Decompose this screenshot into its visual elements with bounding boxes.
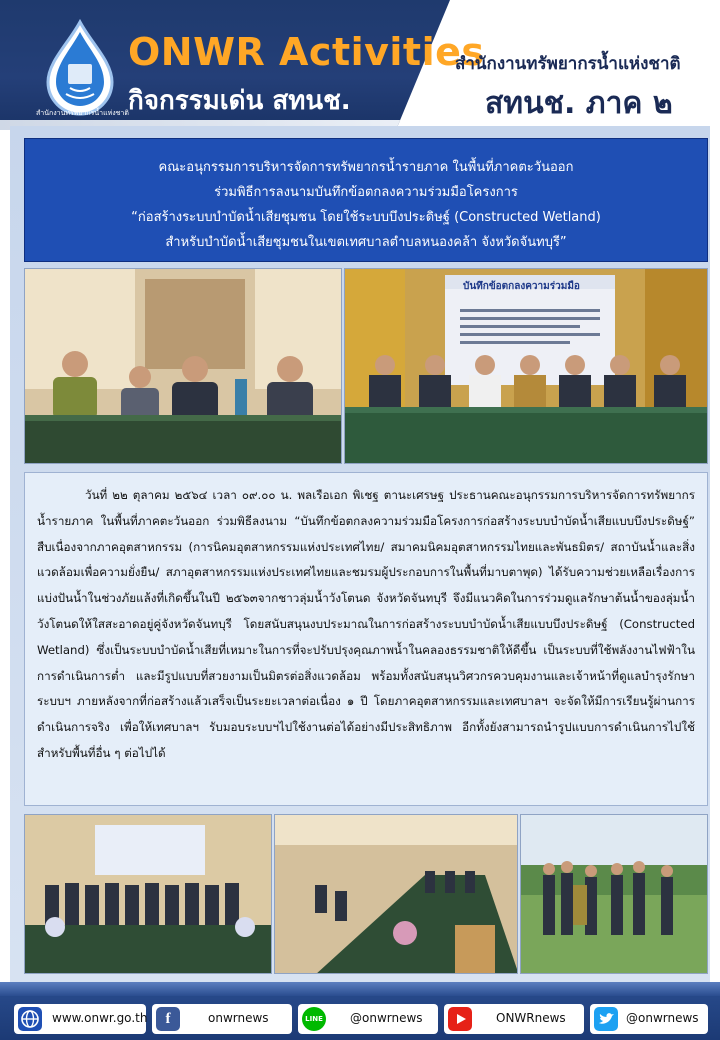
- article-paragraph: วันที่ ๒๒ ตุลาคม ๒๕๖๔ เวลา ๐๙.๐๐ น. พลเรือเอก พิเชฐ ตานะเศรษฐ ประธานคณะอนุกรรมการบริหารจัดการทรัพยากรน้ำรายภาค ในพื้นที่ภาคตะวันออก ร่วมพิธีลงนาม “บันทึกข้อตกลงความร่วมมือโครงการก่อสร้างระบบบำบัดน้ำเสียแบบบึงประดิษฐ์” สืบเนื่องจากภาคอุตสาหกรรม (การนิคมอุตสาหกรรมแห่งประเทศไทย/ สมาคมนิคมอุตสาหกรรมไทยและพันธมิตร/ สถาบันน้ำและสิ่งแวดล้อมเพื่อความยั่งยืน/ สภาอุตสาหกรรมแห่งประเทศไทยและชมรมผู้ประกอบการในพื้นที่มาบตาพุด) ได้รับความช่วยเหลือเรื่องการแบ่งปันน้ำในช่วงภัยแล้งที่เกิดขึ้นในปี ๒๕๖๓จากชาวลุ่มน้ำวังโตนด จังหวัดจันทบุรี จึงมีแนวคิดในการร่วมดูแลรักษาต้นน้ำของลุ่มน้ำวังโตนดให้ใสสะอาดอยู่คู่จังหวัดจันทบุรี โดยสนับสนุนงบประมาณในการก่อสร้างระบบบำบัดน้ำเสียแบบบึงประดิษฐ์ (Constructed Wetland) ซึ่งเป็นระบบบำบัดน้ำเสียที่เหมาะในการที่จะปรับปรุงคุณภาพน้ำในคลองธรรมชาติให้ดีขึ้น เป็นระบบที่ใช้พลังงานไฟฟ้าในการดำเนินการต่ำ และมีรูปแบบที่สวยงามเป็นมิตรต่อสิ่งแวดล้อม พร้อมทั้งสนับสนุนวิศวกรควบคุมงานและเจ้าหน้าที่ดูแลบำรุงรักษาระบบฯ ภายหลังจากที่ก่อสร้างแล้วเสร็จเป็นระยะเวลาต่อเนื่อง ๑ ปี โดยภาคอุตสาหกรรมและเทศบาลฯ จะจัดให้มีการเรียนรู้ผ่านการดำเนินการจริง เพื่อให้เทศบาลฯ รับมอบระบบฯไปใช้งานต่อได้อย่างมีประสิทธิภาพ อีกทั้งยังสามารถนำรูปแบบการดำเนินการไปใช้สำหรับพื้นที่อื่น ๆ ต่อไปได้: [37, 488, 695, 760]
- facebook-icon: f: [156, 1007, 180, 1031]
- org-name: สำนักงานทรัพยากรน้ำแห่งชาติ: [455, 54, 681, 74]
- youtube-icon: [448, 1007, 472, 1031]
- line-icon: LINE: [302, 1007, 326, 1031]
- signing-photo-image: [345, 269, 708, 464]
- line-link[interactable]: [298, 1004, 438, 1034]
- line-handle: @onwrnews: [350, 1011, 423, 1025]
- content-area: [10, 126, 710, 982]
- youtube-handle: ONWRnews: [496, 1011, 566, 1025]
- photo-group-bottom-left: [24, 814, 272, 974]
- headline-line-1: คณะอนุกรรมการบริหารจัดการทรัพยากรน้ำรายภาค ในพื้นที่ภาคตะวันออก: [158, 160, 574, 175]
- footer: [0, 982, 720, 1040]
- logo-caption: สำนักงานทรัพยากรน้ำแห่งชาติ: [36, 109, 129, 117]
- headline-line-4: สำหรับบำบัดน้ำเสียชุมชนในเขตเทศบาลตำบลหนองคล้า จังหวัดจันทบุรี”: [165, 235, 567, 250]
- onwr-logo: [40, 18, 120, 118]
- twitter-handle: @onwrnews: [626, 1011, 699, 1025]
- meeting-photo-image: [25, 269, 342, 464]
- page-subtitle: กิจกรรมเด่น สทนช.: [128, 86, 351, 116]
- banner-text: บันทึกข้อตกลงความร่วมมือ: [463, 281, 580, 292]
- photo-meeting-bottom-center: [274, 814, 518, 974]
- globe-icon: [18, 1007, 42, 1031]
- facebook-link[interactable]: [152, 1004, 292, 1034]
- headline-line-3: “ก่อสร้างระบบบำบัดน้ำเสียชุมชน โดยใช้ระบบบึงประดิษฐ์ (Constructed Wetland): [131, 210, 601, 225]
- site-visit-photo-image: [521, 815, 708, 974]
- photo-signing-ceremony: [344, 268, 708, 464]
- meeting-room-photo-image: [275, 815, 518, 974]
- page-title: ONWR Activities: [128, 30, 485, 74]
- headline-line-2: ร่วมพิธีการลงนามบันทึกข้อตกลงความร่วมมือโครงการ: [214, 185, 518, 200]
- website-link[interactable]: [14, 1004, 146, 1034]
- twitter-bird-icon: [594, 1007, 618, 1031]
- facebook-handle: onwrnews: [208, 1011, 269, 1025]
- headline-box: [24, 138, 708, 262]
- website-url: www.onwr.go.th: [52, 1011, 148, 1025]
- twitter-link[interactable]: [590, 1004, 708, 1034]
- region-name: สทนช. ภาค ๒: [485, 86, 673, 121]
- header: [0, 0, 720, 130]
- youtube-link[interactable]: [444, 1004, 584, 1034]
- photo-meeting-left: [24, 268, 342, 464]
- group-photo-image: [25, 815, 272, 974]
- article-body: [24, 472, 708, 806]
- photo-site-visit: [520, 814, 708, 974]
